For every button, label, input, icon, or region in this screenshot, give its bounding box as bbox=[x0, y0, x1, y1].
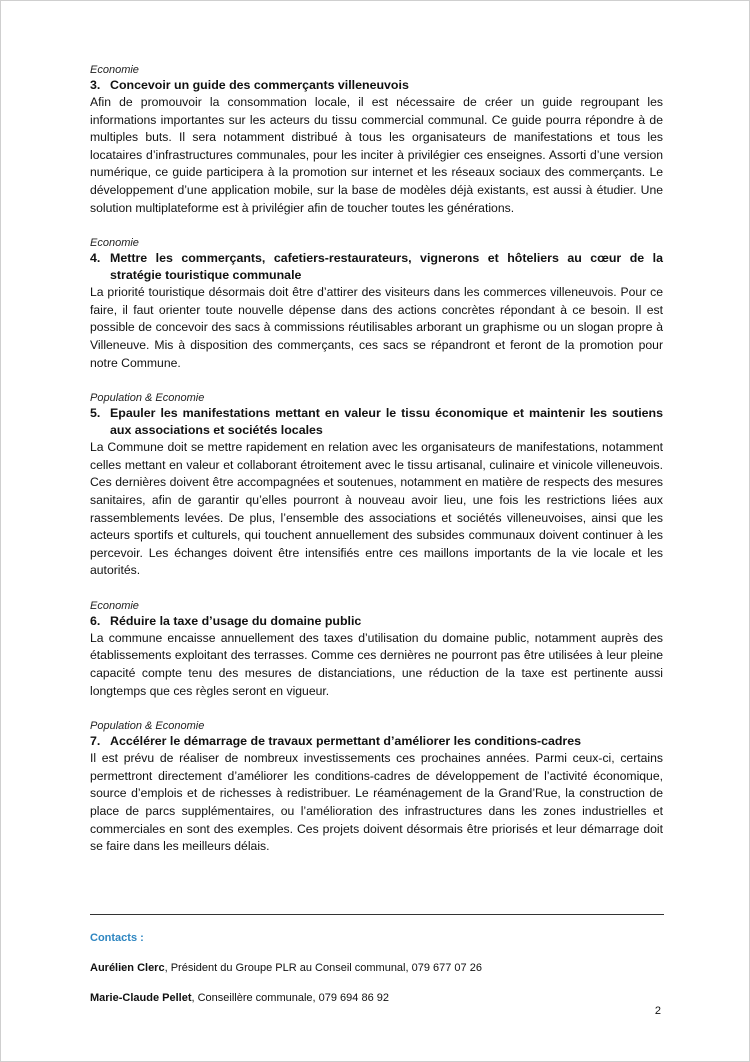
section-heading bbox=[90, 405, 663, 439]
contact-role: , Conseillère communale, 079 694 86 92 bbox=[191, 992, 389, 1004]
section-6 bbox=[90, 599, 663, 700]
footer-divider bbox=[90, 914, 664, 915]
section-body: Afin de promouvoir la consommation locale, il est nécessaire de créer un guide regroupant les informations importantes sur les acteurs du tissu commercial communal. Ce guide pourra répondre à de multiples buts. Il sera notamment distribué à tous les organisateurs de manifestations et tous les locataires d’infrastructures communales, pour les inciter à privilégier ces enseignes. Assorti d’une version numérique, ce guide participera à la promotion sur internet et les réseaux sociaux des commerçants. Le développement d’une application mobile, sur la base de modèles déjà existants, est aussi à étudier. Une solution multiplateforme est à privilégier afin de toucher toutes les générations. bbox=[90, 95, 663, 215]
contact-name: Aurélien Clerc bbox=[90, 962, 165, 974]
section-heading bbox=[90, 250, 663, 284]
section-heading bbox=[90, 77, 663, 94]
section-4 bbox=[90, 236, 663, 372]
section-body: Il est prévu de réaliser de nombreux investissements ces prochaines années. Parmi ceux-ci, certains permettront directement d’améliorer les conditions-cadres de développement de l’activité économique, source d’emplois et de richesses à redistribuer. Le réaménagement de la Grand’Rue, la construction de place de parcs supplémentaires, ou l’amélioration des infrastructures dans les zones industrielles et commerciales en sont des exemples. Ces projets doivent désormais être priorisés et leur démarrage doit se faire dans les meilleurs délais. bbox=[90, 751, 663, 854]
section-category: Population & Economie bbox=[90, 392, 205, 405]
section-body: La priorité touristique désormais doit être d’attirer des visiteurs dans les commerces villeneuvois. Pour ce faire, il faut orienter toute nouvelle dépense dans des actions concrètes répondant à ce besoin. Il est possible de concevoir des sacs à commissions réutilisables arborant un graphisme ou un slogan propre à Villeneuve. Mis à disposition des commerçants, ces sacs se répandront et feront de la promotion pour notre Commune. bbox=[90, 285, 663, 370]
section-category: Economie bbox=[90, 237, 139, 250]
section-number: 3. bbox=[90, 78, 101, 92]
section-title: Concevoir un guide des commerçants villeneuvois bbox=[110, 78, 409, 92]
page-content bbox=[90, 63, 663, 875]
section-category: Economie bbox=[90, 599, 139, 612]
section-category: Economie bbox=[90, 64, 139, 76]
section-title: Accélérer le démarrage de travaux permettant d’améliorer les conditions-cadres bbox=[110, 734, 582, 749]
section-body: La commune encaisse annuellement des taxes d’utilisation du domaine public, notamment auprès des établissements exploitant des terrasses. Comme ces dernières ne pourront pas être utilisées à leur pleine capacité compte tenu des mesures de distanciations, une réduction de la taxe est pertinente aussi longtemps que ces règles seront en vigueur. bbox=[90, 630, 663, 698]
contact-name: Marie-Claude Pellet bbox=[90, 992, 192, 1004]
section-title: Réduire la taxe d’usage du domaine public bbox=[110, 613, 362, 628]
section-category: Population & Economie bbox=[90, 720, 205, 733]
section-number: 4. bbox=[90, 251, 101, 266]
section-title: Mettre les commerçants, cafetiers-restaurateurs, vignerons et hôteliers au cœur de la stratégie touristique communale bbox=[110, 251, 663, 283]
section-heading bbox=[90, 733, 663, 750]
section-title: Epauler les manifestations mettant en valeur le tissu économique et maintenir les soutiens aux associations et sociétés locales bbox=[110, 406, 663, 438]
section-body: La Commune doit se mettre rapidement en relation avec les organisateurs de manifestations, notamment celles mettant en valeur et collaborant étroitement avec le tissu artisanal, culinaire et vinicole villeneuvois. Ces dernières doivent être accompagnées et soutenues, notamment en matière de respects des mesures sanitaires, afin de garantir qu’elles pourront à nouveau avoir lieu, une fois les restrictions liées aux rassemblements levées. De plus, l’ensemble des associations et sociétés villeneuvoises, ainsi que les acteurs sportifs et culturels, qui touchent annuellement des subsides communaux doivent continuer à les percevoir. Les échanges doivent être intensifiés entre ces maillons importants de la vie locale et les autorités. bbox=[90, 440, 663, 578]
section-7 bbox=[90, 719, 663, 856]
contacts-title: Contacts : bbox=[90, 932, 144, 944]
section-number: 5. bbox=[90, 406, 101, 421]
section-number: 7. bbox=[90, 734, 101, 749]
section-heading bbox=[90, 613, 663, 630]
contact-role: , Président du Groupe PLR au Conseil communal, 079 677 07 26 bbox=[164, 962, 482, 974]
section-3 bbox=[90, 63, 663, 217]
page-number: 2 bbox=[654, 1005, 661, 1017]
section-number: 6. bbox=[90, 613, 101, 628]
contact-line bbox=[90, 992, 389, 1004]
contact-line bbox=[90, 962, 482, 974]
section-5 bbox=[90, 391, 663, 580]
